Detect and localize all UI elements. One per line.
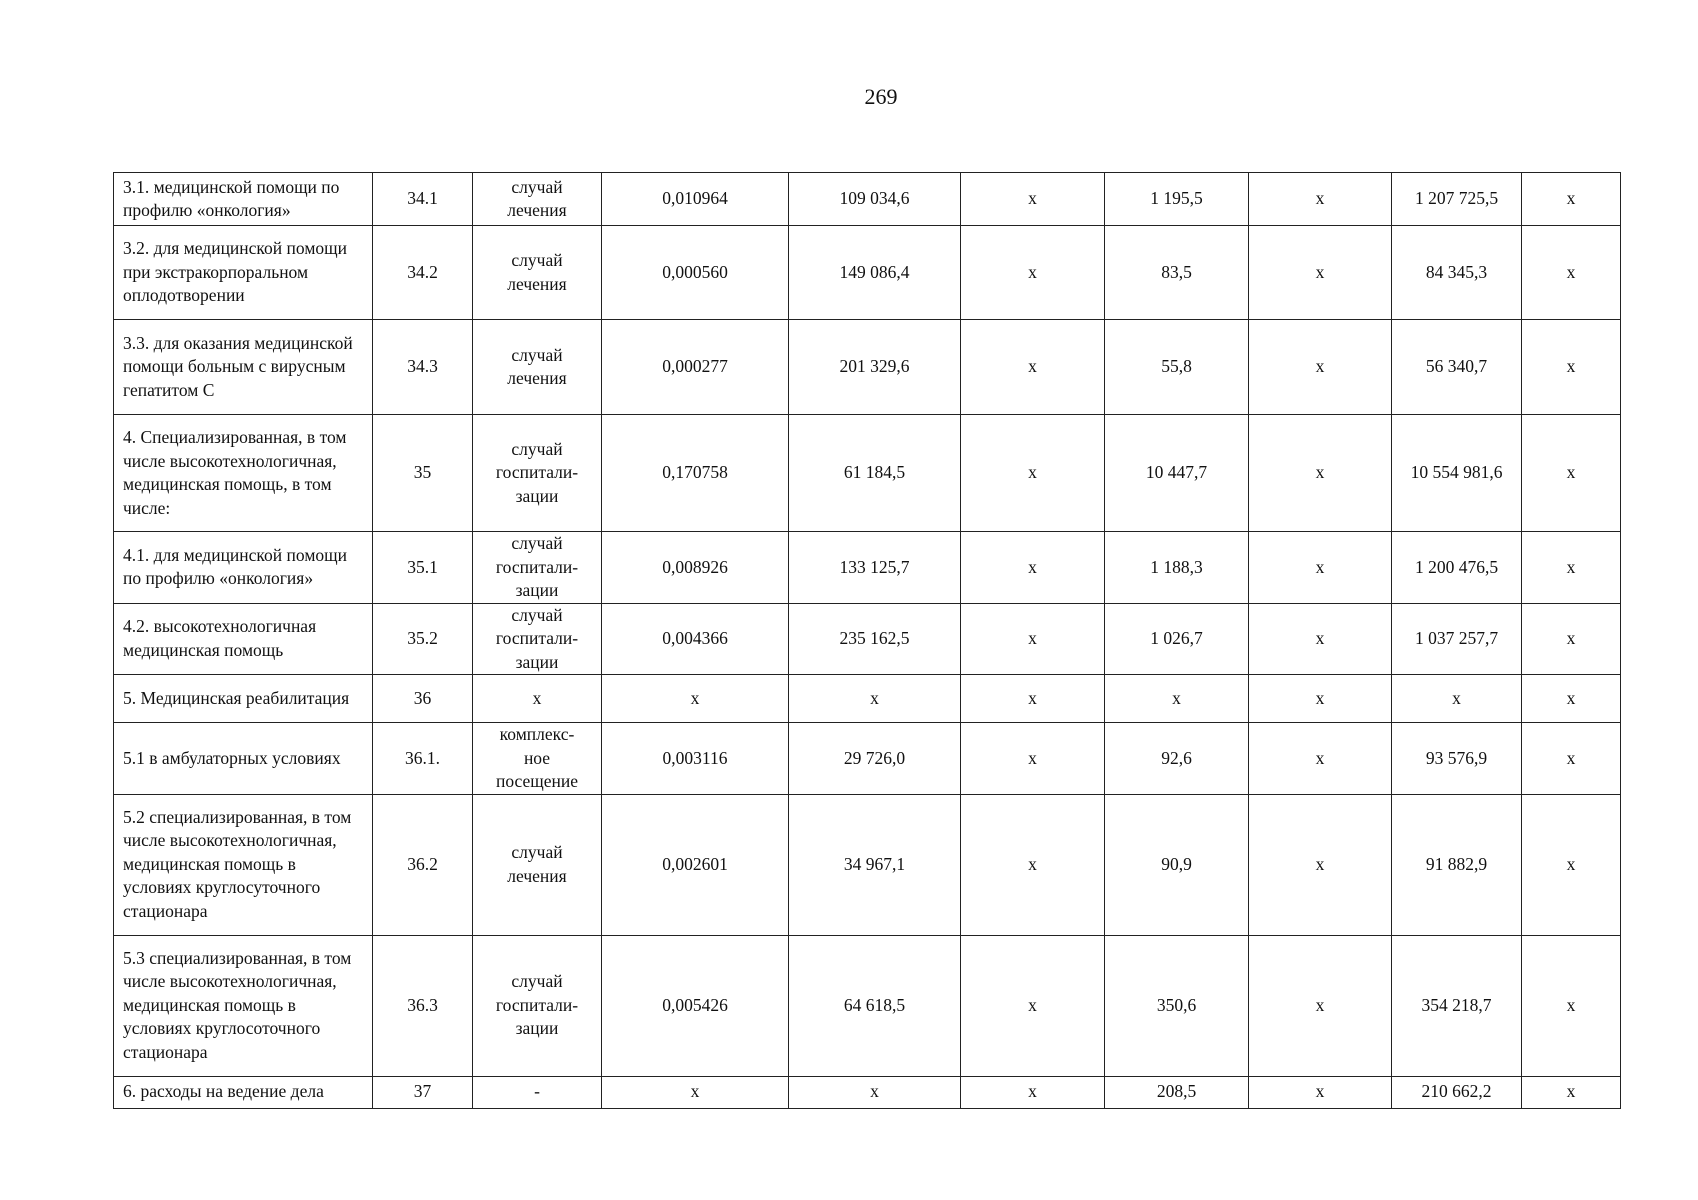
value-cell: х [961,675,1105,723]
value-cell: х [961,415,1105,532]
value-cell: х [1249,723,1392,795]
value-cell: 201 329,6 [789,320,961,415]
value-cell: 29 726,0 [789,723,961,795]
value-cell: 93 576,9 [1392,723,1522,795]
value-cell: х [602,1076,789,1108]
value-cell: х [1105,675,1249,723]
value-cell: 208,5 [1105,1076,1249,1108]
value-cell: 0,002601 [602,794,789,935]
value-cell: х [961,603,1105,675]
value-cell: х [1522,415,1621,532]
table-row [114,532,1621,604]
table-row [114,320,1621,415]
row-name-cell: 4.1. для медицинской помощи по профилю «онкология» [114,532,373,604]
unit-cell: случай госпитали- зации [473,603,602,675]
value-cell: 0,010964 [602,173,789,226]
row-name-cell: 5.3 специализированная, в том числе высокотехнологичная, медицинская помощь в условиях круглосоточного стационара [114,935,373,1076]
value-cell: 61 184,5 [789,415,961,532]
page-number: 269 [864,84,898,109]
value-cell: х [1522,173,1621,226]
value-cell: х [961,1076,1105,1108]
value-cell: 0,004366 [602,603,789,675]
value-cell: 1 207 725,5 [1392,173,1522,226]
value-cell: 34 967,1 [789,794,961,935]
value-cell: 0,005426 [602,935,789,1076]
row-code-cell: 34.2 [373,226,473,320]
row-code-cell: 37 [373,1076,473,1108]
value-cell: 109 034,6 [789,173,961,226]
value-cell: х [1249,675,1392,723]
value-cell: 91 882,9 [1392,794,1522,935]
table-row [114,1076,1621,1108]
row-code-cell: 34.1 [373,173,473,226]
value-cell: х [1249,415,1392,532]
row-code-cell: 36.1. [373,723,473,795]
value-cell: х [1522,532,1621,604]
value-cell: 1 026,7 [1105,603,1249,675]
value-cell: х [789,1076,961,1108]
unit-cell: случай лечения [473,226,602,320]
value-cell: 1 200 476,5 [1392,532,1522,604]
value-cell: х [1249,226,1392,320]
row-name-cell: 6. расходы на ведение дела [114,1076,373,1108]
financing-table [113,172,1621,1109]
row-name-cell: 3.1. медицинской помощи по профилю «онкология» [114,173,373,226]
value-cell: х [1522,320,1621,415]
value-cell: х [961,226,1105,320]
value-cell: 210 662,2 [1392,1076,1522,1108]
row-name-cell: 5.2 специализированная, в том числе высокотехнологичная, медицинская помощь в условиях круглосуточного стационара [114,794,373,935]
value-cell: 350,6 [1105,935,1249,1076]
table-row [114,723,1621,795]
value-cell: 0,000560 [602,226,789,320]
value-cell: х [1522,603,1621,675]
value-cell: 235 162,5 [789,603,961,675]
value-cell: х [961,935,1105,1076]
table-row [114,794,1621,935]
value-cell: 56 340,7 [1392,320,1522,415]
row-code-cell: 36 [373,675,473,723]
unit-cell: - [473,1076,602,1108]
value-cell: х [961,794,1105,935]
row-code-cell: 34.3 [373,320,473,415]
value-cell: 10 447,7 [1105,415,1249,532]
row-name-cell: 4.2. высокотехнологичная медицинская помощь [114,603,373,675]
value-cell: 0,170758 [602,415,789,532]
value-cell: 84 345,3 [1392,226,1522,320]
table-row [114,415,1621,532]
value-cell: х [961,320,1105,415]
value-cell: х [1249,320,1392,415]
value-cell: 149 086,4 [789,226,961,320]
value-cell: х [1522,794,1621,935]
row-code-cell: 36.2 [373,794,473,935]
table-row [114,226,1621,320]
value-cell: 0,008926 [602,532,789,604]
row-code-cell: 35.2 [373,603,473,675]
row-code-cell: 35 [373,415,473,532]
unit-cell: комплекс- ное посещение [473,723,602,795]
unit-cell: случай госпитали- зации [473,532,602,604]
value-cell: х [602,675,789,723]
value-cell: 92,6 [1105,723,1249,795]
value-cell: х [1522,1076,1621,1108]
value-cell: 0,003116 [602,723,789,795]
value-cell: х [1249,935,1392,1076]
value-cell: 83,5 [1105,226,1249,320]
unit-cell: случай госпитали- зации [473,935,602,1076]
value-cell: 90,9 [1105,794,1249,935]
value-cell: х [1522,723,1621,795]
row-name-cell: 3.3. для оказания медицинской помощи больным с вирусным гепатитом С [114,320,373,415]
unit-cell: случай лечения [473,173,602,226]
unit-cell: х [473,675,602,723]
row-name-cell: 4. Специализированная, в том числе высокотехнологичная, медицинская помощь, в том числе: [114,415,373,532]
table-row [114,603,1621,675]
unit-cell: случай госпитали- зации [473,415,602,532]
table-row [114,173,1621,226]
value-cell: х [961,723,1105,795]
value-cell: х [1522,935,1621,1076]
value-cell: 64 618,5 [789,935,961,1076]
row-name-cell: 5. Медицинская реабилитация [114,675,373,723]
table-body [114,173,1621,1109]
row-code-cell: 36.3 [373,935,473,1076]
value-cell: 133 125,7 [789,532,961,604]
unit-cell: случай лечения [473,320,602,415]
value-cell: 0,000277 [602,320,789,415]
value-cell: х [1249,173,1392,226]
row-code-cell: 35.1 [373,532,473,604]
table-row [114,675,1621,723]
value-cell: х [1249,532,1392,604]
value-cell: х [1249,603,1392,675]
value-cell: 55,8 [1105,320,1249,415]
value-cell: 354 218,7 [1392,935,1522,1076]
value-cell: х [1249,794,1392,935]
table-row [114,935,1621,1076]
unit-cell: случай лечения [473,794,602,935]
value-cell: х [1392,675,1522,723]
value-cell: 1 188,3 [1105,532,1249,604]
value-cell: х [961,532,1105,604]
value-cell: х [961,173,1105,226]
value-cell: 1 037 257,7 [1392,603,1522,675]
value-cell: 10 554 981,6 [1392,415,1522,532]
value-cell: х [1522,226,1621,320]
value-cell: х [1522,675,1621,723]
value-cell: х [1249,1076,1392,1108]
value-cell: 1 195,5 [1105,173,1249,226]
row-name-cell: 5.1 в амбулаторных условиях [114,723,373,795]
row-name-cell: 3.2. для медицинской помощи при экстракорпоральном оплодотворении [114,226,373,320]
value-cell: х [789,675,961,723]
